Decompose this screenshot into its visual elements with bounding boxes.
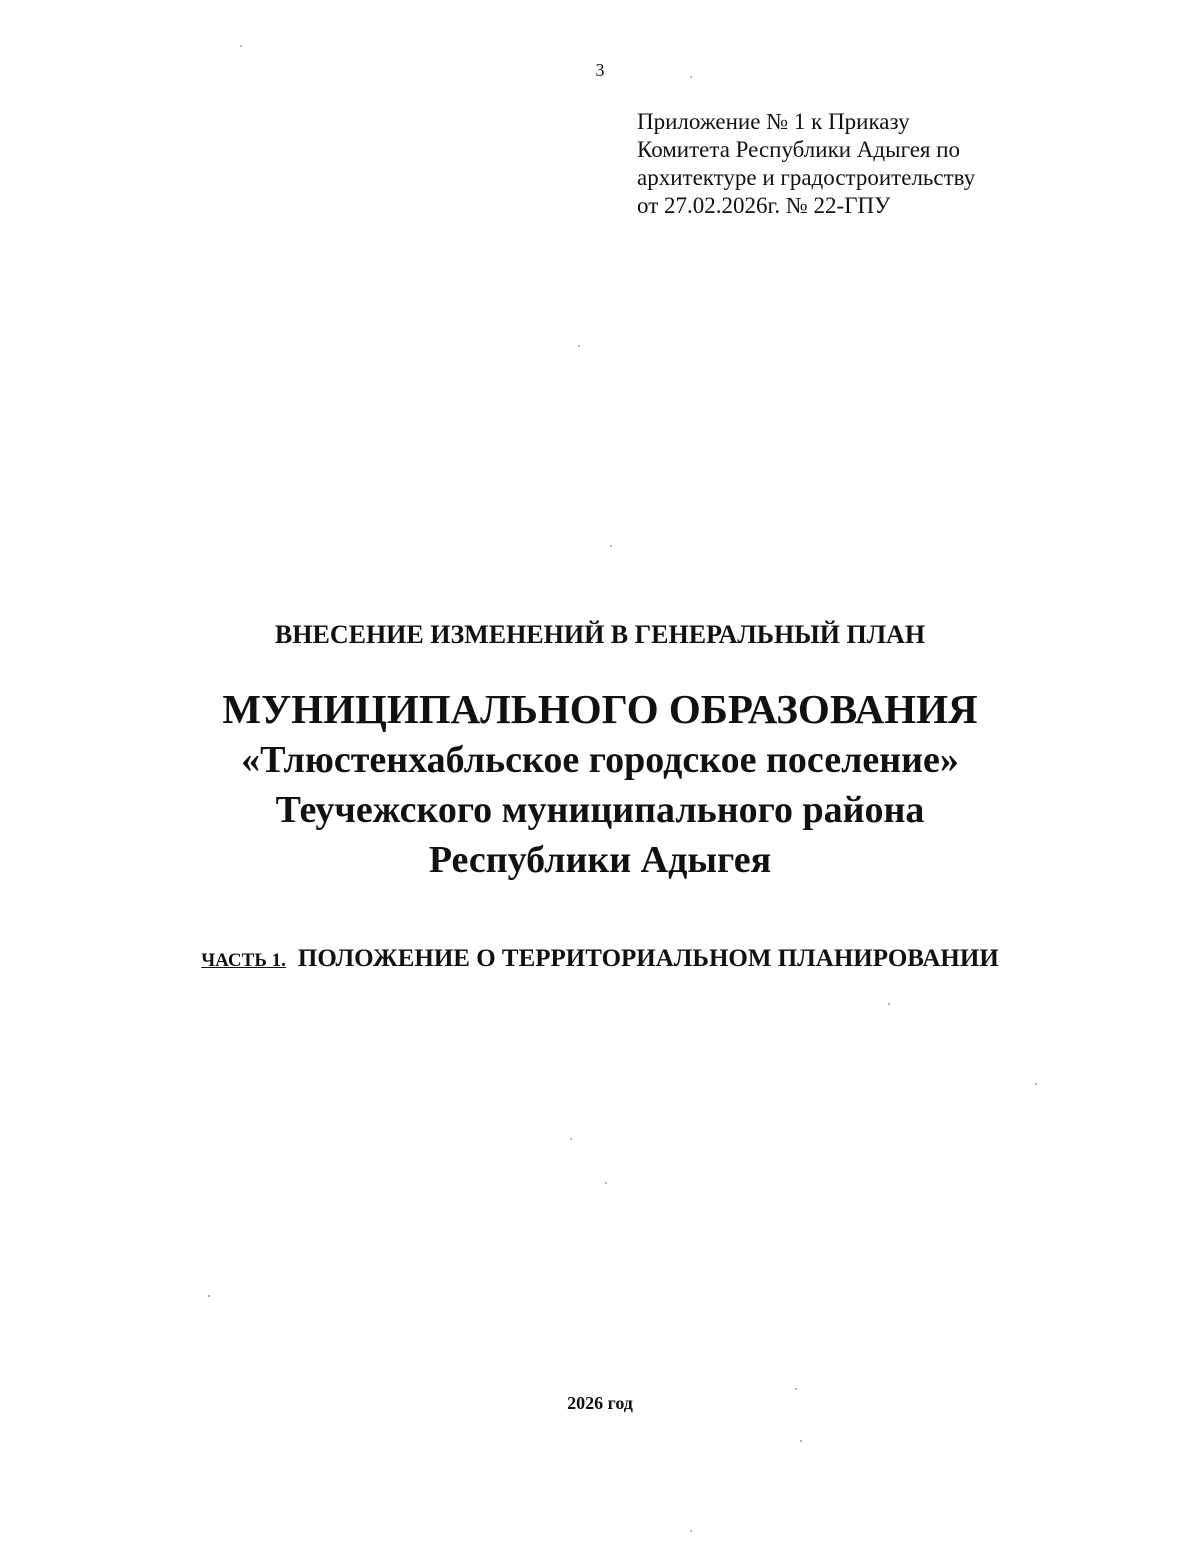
page-number: 3: [595, 60, 605, 80]
appendix-line: Комитета Республики Адыгея по: [637, 137, 961, 162]
appendix-line: архитектуре и градостроительству: [637, 165, 976, 190]
appendix-line: от 27.02.2026г. № 22-ГПУ: [637, 193, 891, 218]
title-block: [0, 683, 1200, 885]
scan-speck: [795, 1388, 797, 1390]
title-line-2: «Тлюстенхабльское городское поселение»: [241, 739, 959, 781]
appendix-block: [637, 108, 1157, 220]
title-line-4: Республики Адыгея: [428, 839, 772, 881]
title-line-3: Теучежского муниципального района: [275, 789, 925, 831]
scan-speck: [208, 1295, 210, 1297]
scan-speck: [888, 1003, 890, 1005]
part-heading: [0, 945, 1200, 973]
scan-speck: [610, 545, 612, 547]
scan-speck: [800, 1440, 802, 1442]
part-label: ЧАСТЬ 1.: [201, 950, 286, 971]
part-title: ПОЛОЖЕНИЕ О ТЕРРИТОРИАЛЬНОМ ПЛАНИРОВАНИИ: [297, 945, 999, 972]
scan-speck: [570, 1138, 572, 1140]
document-year: 2026 год: [567, 1393, 633, 1413]
document-heading: ВНЕСЕНИЕ ИЗМЕНЕНИЙ В ГЕНЕРАЛЬНЫЙ ПЛАН: [274, 620, 926, 649]
title-line-1: МУНИЦИПАЛЬНОГО ОБРАЗОВАНИЯ: [222, 686, 978, 732]
scan-speck: [578, 345, 580, 347]
scan-speck: [690, 76, 692, 78]
appendix-line: Приложение № 1 к Приказу: [637, 109, 910, 134]
scan-speck: [1035, 1083, 1037, 1085]
scan-speck: [240, 45, 242, 47]
scan-speck: [690, 1530, 692, 1532]
scan-speck: [605, 1182, 607, 1184]
